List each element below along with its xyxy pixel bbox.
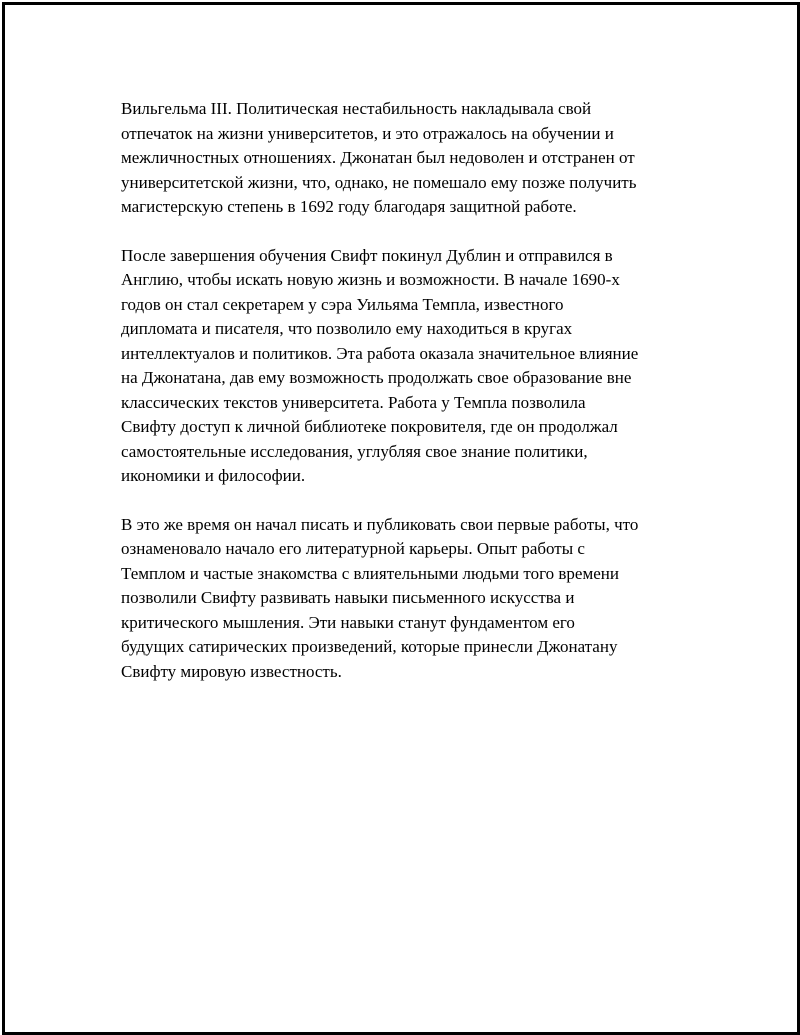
text-line: самостоятельные исследования, углубляя свое знание политики, bbox=[121, 441, 588, 461]
document-body bbox=[121, 97, 721, 708]
text-line: Темплом и частые знакомства с влиятельными людьми того времени bbox=[121, 563, 619, 583]
text-line: отпечаток на жизни университетов, и это отражалось на обучении и bbox=[121, 123, 614, 143]
text-line: годов он стал секретарем у сэра Уильяма Темпла, известного bbox=[121, 294, 564, 314]
text-line: В это же время он начал писать и публиковать свои первые работы, что bbox=[121, 514, 639, 534]
text-line: ознаменовало начало его литературной карьеры. Опыт работы с bbox=[121, 539, 585, 558]
text-line: межличностных отношениях. Джонатан был недоволен и отстранен от bbox=[121, 148, 635, 167]
text-line: магистерскую степень в 1692 году благодаря защитной работе. bbox=[121, 197, 577, 216]
text-line: будущих сатирических произведений, которые принесли Джонатану bbox=[121, 637, 618, 656]
text-line: классических текстов университета. Работа у Темпла позволила bbox=[121, 392, 586, 412]
text-line: на Джонатана, дав ему возможность продолжать свое образование вне bbox=[121, 368, 632, 387]
text-line: Англию, чтобы искать новую жизнь и возможности. В начале 1690-х bbox=[121, 270, 620, 289]
text-line: критического мышления. Эти навыки станут фундаментом его bbox=[121, 612, 575, 632]
text-line: дипломата и писателя, что позволило ему находиться в кругах bbox=[121, 319, 573, 338]
text-line: интеллектуалов и политиков. Эта работа оказала значительное влияние bbox=[121, 343, 639, 363]
text-line: Свифту мировую известность. bbox=[121, 661, 342, 681]
text-line: После завершения обучения Свифт покинул Дублин и отправился в bbox=[121, 245, 613, 265]
text-line: икономики и философии. bbox=[121, 466, 306, 485]
text-line: позволили Свифту развивать навыки письменного искусства и bbox=[121, 588, 575, 607]
text-line: Свифту доступ к личной библиотеке покровителя, где он продолжал bbox=[121, 417, 618, 436]
paragraph-3 bbox=[121, 513, 721, 685]
paragraph-2 bbox=[121, 244, 721, 489]
text-line: университетской жизни, что, однако, не помешало ему позже получить bbox=[121, 172, 637, 192]
paragraph-1 bbox=[121, 97, 721, 220]
text-line: Вильгельма III. Политическая нестабильность накладывала свой bbox=[121, 99, 592, 118]
page-frame bbox=[2, 2, 800, 1035]
